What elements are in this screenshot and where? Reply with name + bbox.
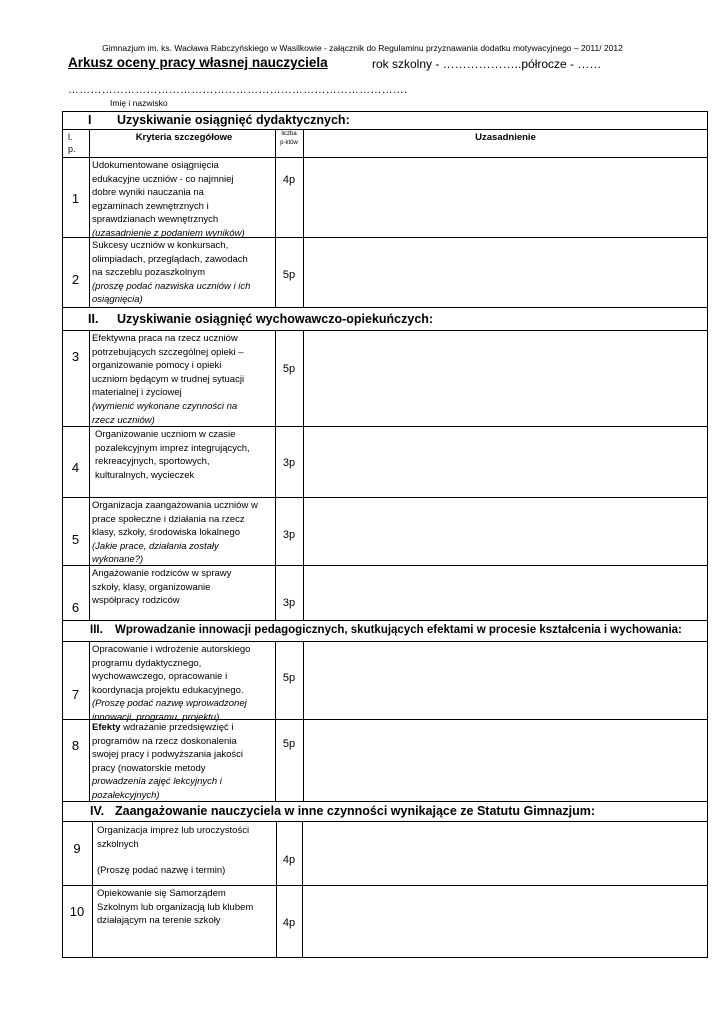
section-3-title: Wprowadzanie innowacji pedagogicznych, skutkujących efektami w procesie kształcenia i wychowania: [115,624,682,636]
row-4-line: rekreacyjnych, sportowych, [95,456,210,468]
row-5-line: Organizacja zaangażowania uczniów w [92,500,258,511]
row-7-note: innowacji, programu, projektu) [92,711,220,723]
row-3-line: materialnej i życiowej [92,387,182,399]
row-3-points: 5p [282,363,296,375]
row-8-line: programów na rzecz doskonalenia [92,735,237,747]
row-3-line: Efektywna praca na rzecz uczniów [92,333,238,344]
row-2-note: osiągnięcia) [92,294,143,306]
row-9-points: 4p [282,854,296,866]
section-3-roman: III. [90,624,103,636]
row-2-justification[interactable] [304,238,706,306]
row-5-justification[interactable] [304,498,706,564]
row-7-criteria [92,643,276,725]
row-10-number: 10 [69,904,85,919]
row-5-criteria [92,499,276,567]
row-7-line: wychowawczego, opracowanie i [92,671,228,683]
row-9-number: 9 [73,841,81,856]
row-1-justification[interactable] [304,158,706,236]
row-4-criteria [95,428,279,482]
section-2-roman: II. [88,312,99,326]
col-criteria-header: Kryteria szczegółowe [135,132,233,143]
row-4-line: pozalekcyjnym imprez integrujących, [95,442,250,454]
row-6-line: współpracy rodziców [92,595,180,607]
row-5-line: prace społeczne i działania na rzecz [92,513,245,525]
row-9-spacer [97,851,275,864]
row-1-line: Udokumentowane osiągnięcia [92,160,219,171]
row-6-criteria [92,567,276,608]
row-5-number: 5 [71,532,80,547]
row-4-points: 3p [282,457,296,469]
row-1-points: 4p [282,174,296,186]
name-label: Imię i nazwisko [110,98,168,108]
row-1-number: 1 [71,191,80,206]
row-6-points: 3p [282,597,296,609]
section-2-title: Uzyskiwanie osiągnięć wychowawczo-opiekuńczych: [117,312,434,326]
row-8-line: Efekty wdrażanie przedsięwzięć i [92,722,234,733]
row-7-points: 5p [282,672,296,684]
row-6-justification[interactable] [304,566,706,619]
row-4-line: kulturalnych, wycieczek [95,469,195,481]
document-header: Gimnazjum im. ks. Wacława Rabczyńskiego w Wasilkowie - załącznik do Regulaminu przyznawania dodatku motywacyjnego – 2011/ 2012 [102,43,623,53]
row-5-note: wykonane?) [92,554,144,566]
row-2-number: 2 [71,272,80,287]
col-points-header [275,130,303,148]
row-4-line: Organizowanie uczniom w czasie [95,429,236,440]
row-6-line: Angażowanie rodziców w sprawy [92,568,232,579]
row-8-criteria [92,721,276,803]
row-1-line: egzaminach zewnętrznych i [92,200,209,212]
row-2-line: olimpiadach, przeglądach, zawodach [92,253,248,265]
col-lp-header [68,131,76,155]
row-9-line: szkolnych [97,838,139,850]
col-justification-header: Uzasadnienie [475,132,536,143]
row-5-line: klasy, szkoły, środowiska lokalnego [92,527,241,539]
row-3-note: (wymienić wykonane czynności na [92,400,238,412]
row-7-line: koordynacja projektu edukacyjnego. [92,684,244,696]
col-lp-line2: p. [68,144,76,154]
row-9-line: Organizacja imprez lub uroczystości [97,825,250,836]
row-3-line: uczniom będącym w trudnej sytuacji [92,373,245,385]
section-1-title: Uzyskiwanie osiągnięć dydaktycznych: [117,113,350,127]
row-8-note: prowadzenia zajęć lekcyjnych i [92,776,222,788]
row-10-line: Szkolnym lub organizacją lub klubem [97,901,254,913]
row-7-justification[interactable] [304,642,706,718]
row-7-line: programu dydaktycznego, [92,657,202,669]
row-9-justification[interactable] [303,822,706,884]
row-10-line: Opiekowanie się Samorządem [97,888,226,899]
row-2-note: (proszę podać nazwiska uczniów i ich [92,280,251,292]
row-10-criteria [97,887,275,928]
row-1-line: edukacyjne uczniów - co najmniej [92,173,234,185]
row-4-justification[interactable] [304,427,706,496]
row-1-line: sprawdzianach wewnętrznych [92,214,219,226]
row-2-line: Sukcesy uczniów w konkursach, [92,240,229,251]
evaluation-table [62,111,708,958]
row-7-number: 7 [71,687,80,702]
row-8-justification[interactable] [304,720,706,800]
school-year-field[interactable]: rok szkolny - ………………..półrocze - …… [372,57,602,71]
col-points-line1: liczba [281,131,297,137]
row-2-points: 5p [282,269,296,281]
col-lp-line1: l. [68,132,73,142]
row-3-line: organizowanie pomocy i opieki [92,360,222,372]
row-1-criteria [92,159,276,241]
row-9-criteria [97,824,275,878]
row-3-line: potrzebujących szczególnej opieki – [92,346,244,358]
name-field[interactable]: ………………………………………………………………………………. [68,84,408,96]
row-1-note: (uzasadnienie z podaniem wyników) [92,227,245,239]
document-title: Arkusz oceny pracy własnej nauczyciela [68,55,328,70]
row-8-line: pracy (nowatorskie metody [92,762,206,774]
row-5-points: 3p [282,529,296,541]
row-1-line: dobre wyniki nauczania na [92,187,204,199]
row-8-note: pozalekcyjnych) [92,789,160,801]
col-points-line2: p-któw [280,140,298,146]
row-4-number: 4 [71,460,80,475]
row-9-note: (Proszę podać nazwę i termin) [97,865,226,877]
row-8-line: swojej pracy i podwyższania jakości [92,749,244,761]
row-3-number: 3 [71,349,80,364]
section-4-title: Zaangażowanie nauczyciela w inne czynności wynikające ze Statutu Gimnazjum: [115,804,595,818]
row-7-line: Opracowanie i wdrożenie autorskiego [92,644,251,655]
row-10-points: 4p [282,917,296,929]
row-3-justification[interactable] [304,331,706,425]
row-8-number: 8 [71,738,80,753]
row-10-justification[interactable] [303,886,706,956]
row-2-criteria [92,239,276,307]
row-3-note: rzecz uczniów) [92,414,155,426]
section-4-roman: IV. [90,804,105,818]
row-5-note: (Jakie prace, działania zostały [92,540,219,552]
row-3-criteria [92,332,276,427]
row-7-note: (Proszę podać nazwę wprowadzonej [92,698,247,710]
row-6-number: 6 [71,600,80,615]
row-10-line: działającym na terenie szkoły [97,915,221,927]
row-8-points: 5p [282,738,296,750]
section-1-roman: I [88,113,92,127]
row-6-line: szkoły, klasy, organizowanie [92,581,211,593]
row-2-line: na szczeblu pozaszkolnym [92,267,205,279]
